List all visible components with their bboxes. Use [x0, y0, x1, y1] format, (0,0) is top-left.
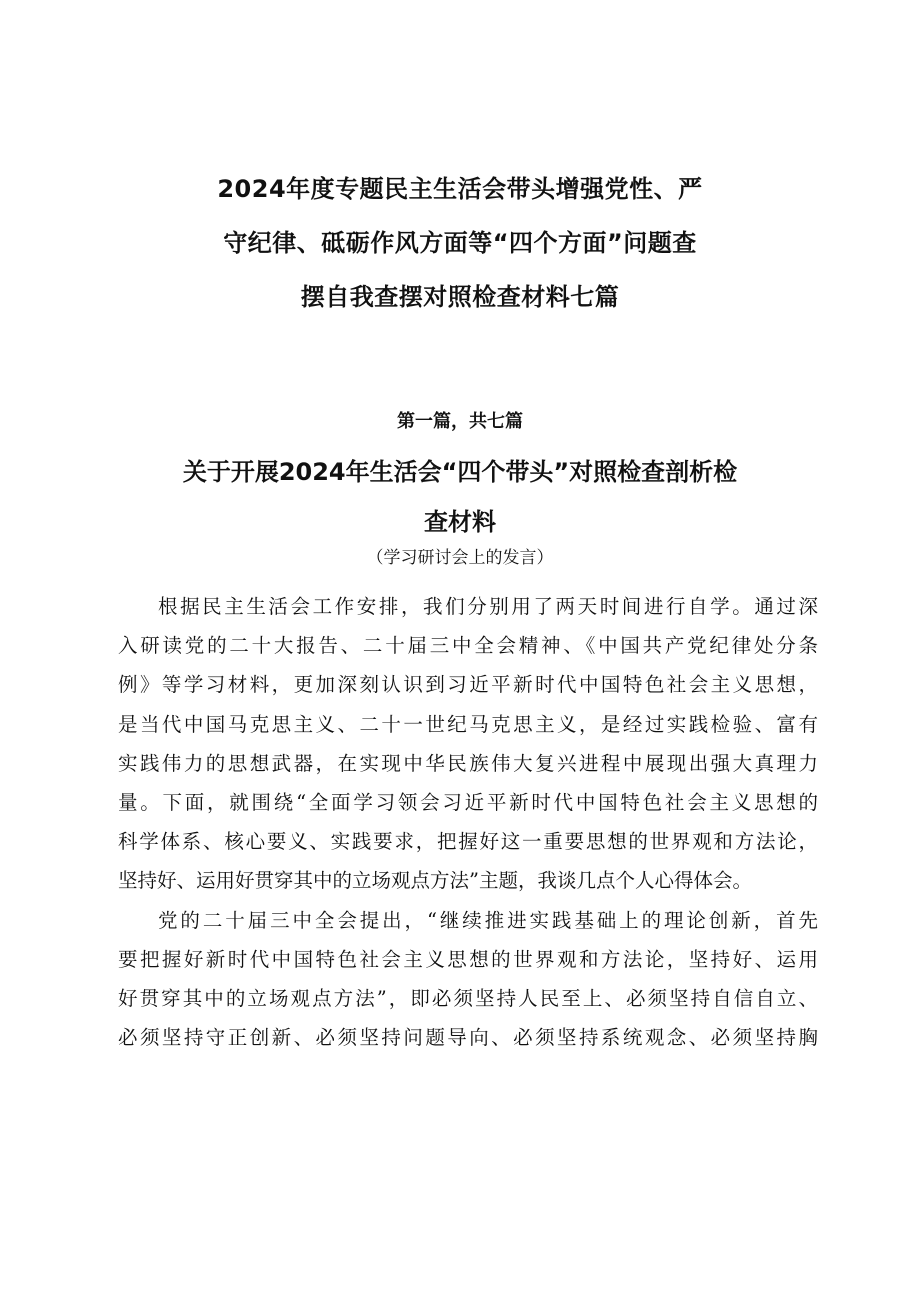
article-subtitle: （学习研讨会上的发言）	[366, 548, 554, 568]
text-line: 要把握好新时代中国特色社会主义思想的世界观和方法论，坚持好、运用	[118, 947, 818, 971]
paragraph-1	[118, 587, 818, 901]
text-line: 党的二十届三中全会提出，“继续推进实践基础上的理论创新，首先	[158, 908, 818, 932]
document-title-line: 摆自我查摆对照检查材料七篇	[300, 283, 620, 311]
text-line: 坚持好、运用好贯穿其中的立场观点方法”主题，我谈几点个人心得体会。	[118, 869, 752, 893]
article-title	[150, 447, 770, 547]
text-line: 量。下面，就围绕“全面学习领会习近平新时代中国特色社会主义思想的	[118, 790, 818, 814]
text-line: 入研读党的二十大报告、二十届三中全会精神、《中国共产党纪律处分条	[118, 634, 818, 658]
text-line: 是当代中国马克思主义、二十一世纪马克思主义，是经过实践检验、富有	[118, 712, 818, 736]
document-title-line: 2024年度专题民主生活会带头增强党性、严	[217, 175, 703, 203]
text-line: 例》等学习材料，更加深刻认识到习近平新时代中国特色社会主义思想，	[118, 673, 818, 697]
text-line: 实践伟力的思想武器，在实现中华民族伟大复兴进程中展现出强大真理力	[118, 751, 818, 775]
text-line: 必须坚持守正创新、必须坚持问题导向、必须坚持系统观念、必须坚持胸	[118, 1026, 818, 1050]
document-title	[150, 162, 770, 324]
body-text	[118, 587, 818, 1057]
paragraph-2	[118, 901, 818, 1058]
text-line: 好贯穿其中的立场观点方法”，即必须坚持人民至上、必须坚持自信自立、	[118, 986, 818, 1010]
document-title-line: 守纪律、砥砺作风方面等“四个方面”问题查	[223, 229, 697, 257]
text-line: 根据民主生活会工作安排，我们分别用了两天时间进行自学。通过深	[158, 595, 818, 618]
article-title-line: 查材料	[424, 508, 496, 536]
article-title-line: 关于开展2024年生活会“四个带头”对照检查剖析检	[182, 458, 738, 486]
text-line: 科学体系、核心要义、实践要求，把握好这一重要思想的世界观和方法论，	[118, 830, 818, 854]
section-label: 第一篇，共七篇	[397, 411, 523, 432]
